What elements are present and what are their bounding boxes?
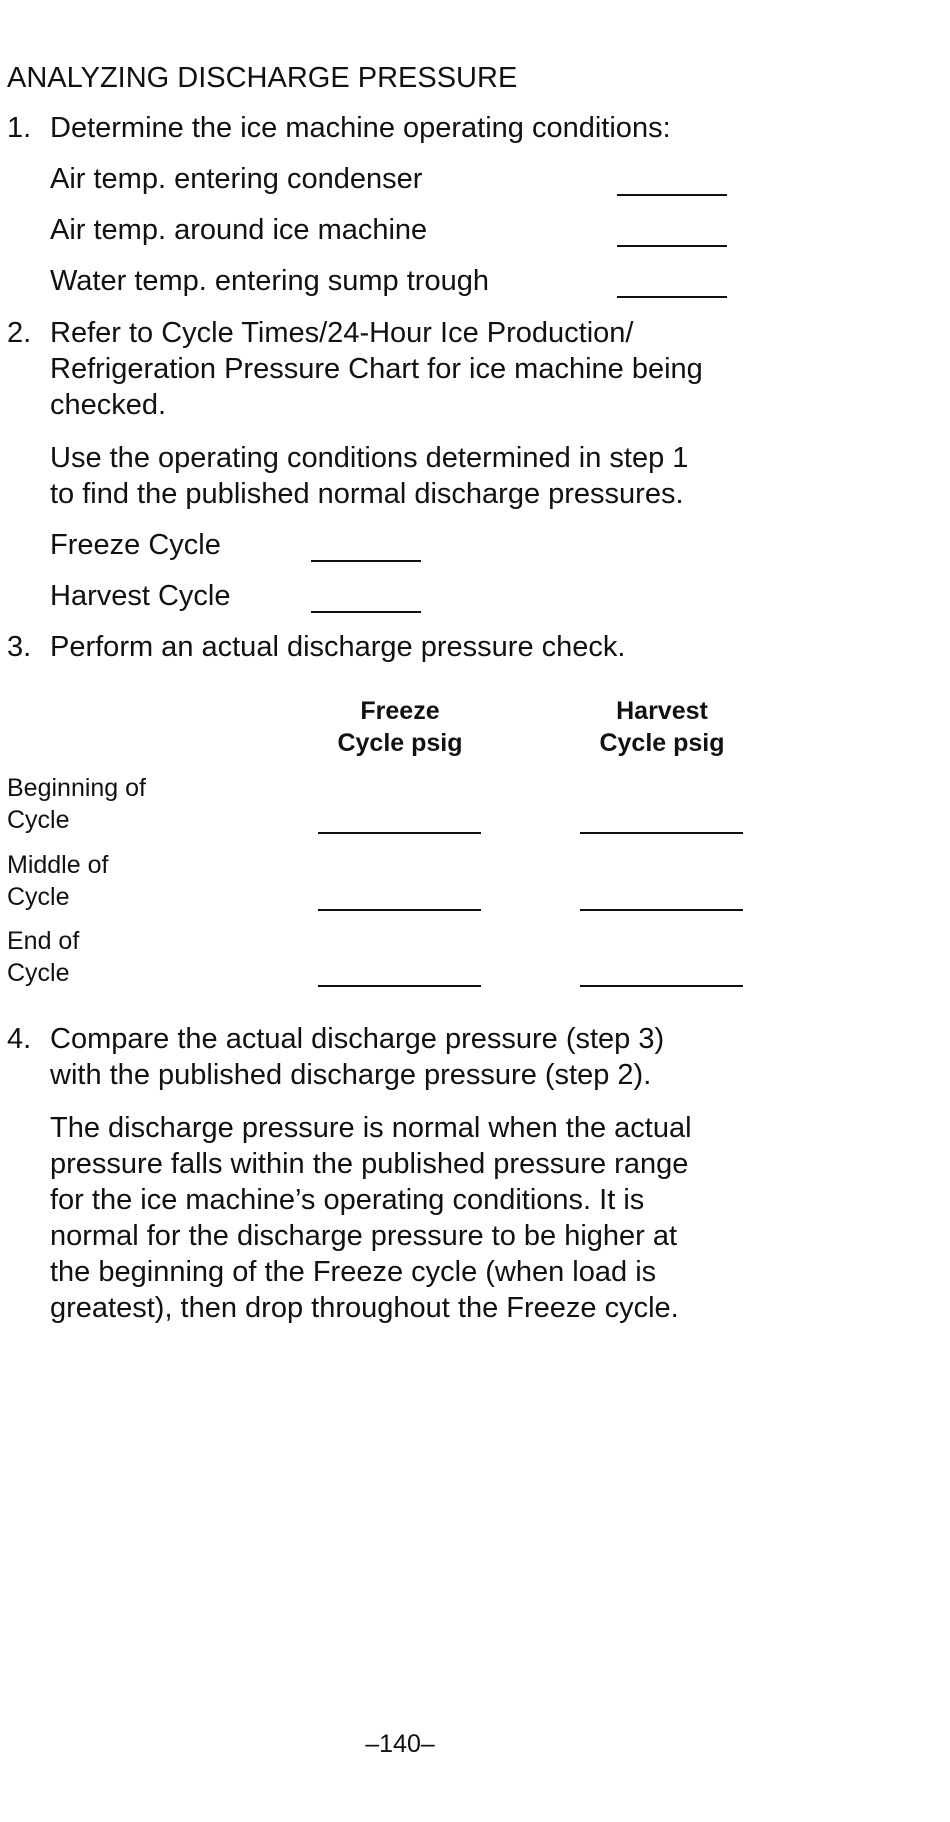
freeze-cycle-label: Freeze Cycle [50, 529, 221, 561]
row-middle-line2: Cycle [7, 883, 70, 911]
row-end-harvest-blank [580, 985, 743, 987]
freeze-column-header [300, 695, 500, 759]
step-1-text: Determine the ice machine operating conditions: [50, 112, 671, 144]
freeze-column-header-line1: Freeze [360, 697, 440, 725]
step-2-number: 2. [7, 317, 32, 349]
row-end-freeze-blank [318, 985, 481, 987]
row-end-line2: Cycle [7, 959, 70, 987]
step-4-number: 4. [7, 1023, 32, 1055]
condition-water-blank [617, 296, 727, 298]
step-4-note-line: The discharge pressure is normal when the actual [50, 1112, 692, 1144]
step-3-number: 3. [7, 631, 32, 663]
harvest-cycle-blank [311, 611, 421, 613]
step-2-note-line: to find the published normal discharge pressures. [50, 478, 684, 510]
row-end-line1: End of [7, 927, 80, 955]
step-2-note-line: Use the operating conditions determined in step 1 [50, 442, 689, 474]
step-4-line: with the published discharge pressure (step 2). [50, 1059, 652, 1091]
row-middle-harvest-blank [580, 909, 743, 911]
step-2-line: Refer to Cycle Times/24-Hour Ice Production/ [50, 317, 634, 349]
step-4-note-line: for the ice machine’s operating conditions. It is [50, 1184, 645, 1216]
condition-water-label: Water temp. entering sump trough [50, 265, 489, 297]
harvest-column-header [562, 695, 762, 759]
row-middle-line1: Middle of [7, 851, 109, 879]
step-1-number: 1. [7, 112, 32, 144]
step-2-line: Refrigeration Pressure Chart for ice machine being [50, 353, 703, 385]
row-middle-label [7, 849, 108, 913]
step-4-text [50, 1021, 810, 1093]
harvest-cycle-label: Harvest Cycle [50, 580, 231, 612]
row-beginning-freeze-blank [318, 832, 481, 834]
freeze-column-header-line2: Cycle psig [337, 729, 463, 757]
step-4-note [50, 1110, 810, 1326]
freeze-cycle-blank [311, 560, 421, 562]
step-4-note-line: the beginning of the Freeze cycle (when load is [50, 1256, 657, 1288]
step-3-text: Perform an actual discharge pressure check. [50, 631, 626, 663]
row-middle-freeze-blank [318, 909, 481, 911]
step-2-line: checked. [50, 389, 167, 421]
row-beginning-line1: Beginning of [7, 774, 147, 802]
condition-ambient-blank [617, 245, 727, 247]
row-beginning-harvest-blank [580, 832, 743, 834]
step-4-note-line: normal for the discharge pressure to be higher at [50, 1220, 678, 1252]
condition-condenser-blank [617, 194, 727, 196]
harvest-column-header-line1: Harvest [616, 697, 708, 725]
section-title: ANALYZING DISCHARGE PRESSURE [7, 62, 518, 94]
row-end-label [7, 925, 79, 989]
harvest-column-header-line2: Cycle psig [599, 729, 725, 757]
step-4-note-line: greatest), then drop throughout the Freeze cycle. [50, 1292, 679, 1324]
row-beginning-label [7, 772, 146, 836]
step-2-text [50, 315, 810, 423]
step-4-line: Compare the actual discharge pressure (step 3) [50, 1023, 665, 1055]
condition-condenser-label: Air temp. entering condenser [50, 163, 423, 195]
row-beginning-line2: Cycle [7, 806, 70, 834]
step-2-note [50, 440, 810, 512]
step-4-note-line: pressure falls within the published pressure range [50, 1148, 689, 1180]
condition-ambient-label: Air temp. around ice machine [50, 214, 428, 246]
page-number: –140– [365, 1730, 435, 1758]
